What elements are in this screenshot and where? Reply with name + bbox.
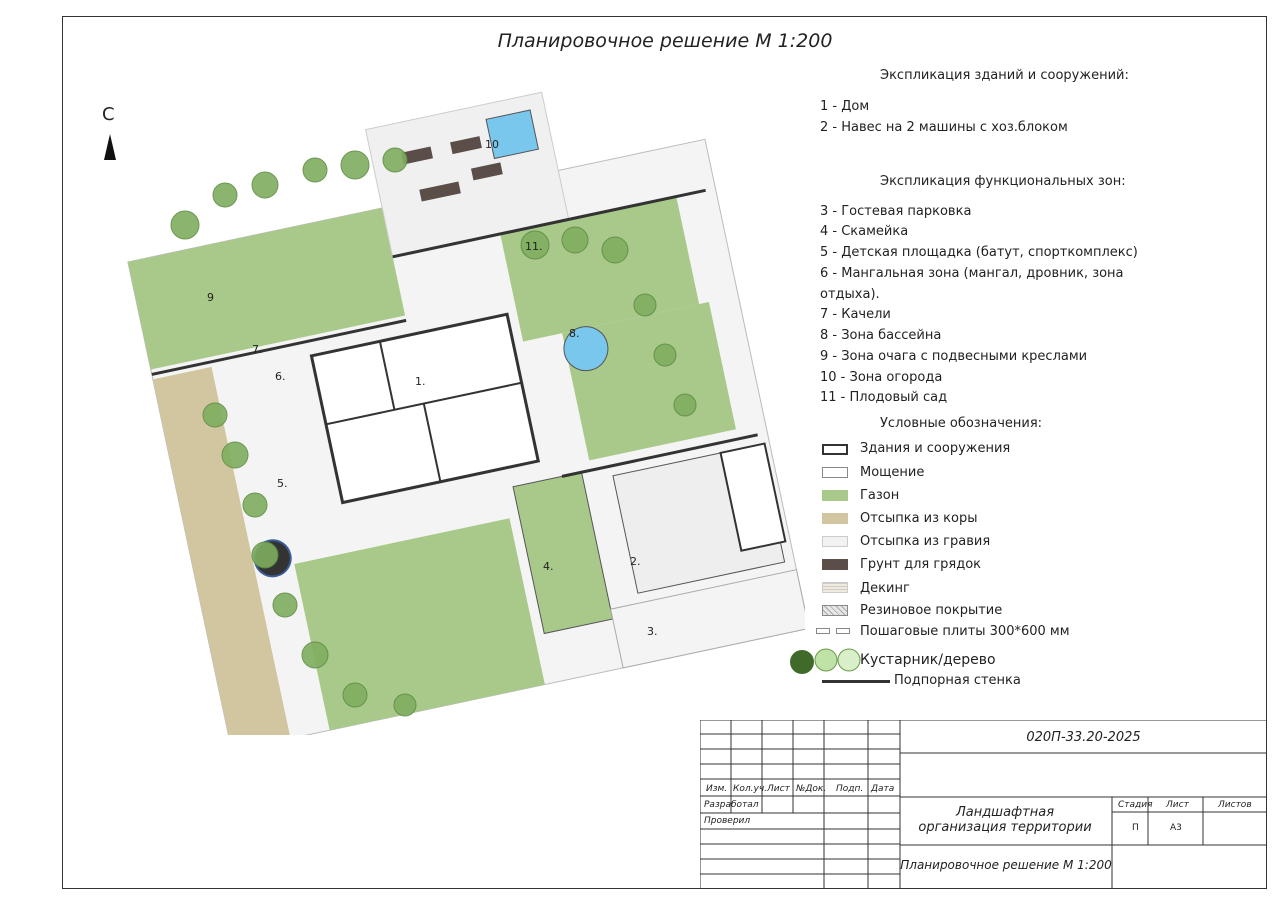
- stamp-stage-value: П: [1132, 823, 1139, 833]
- swatch-paving: [822, 467, 848, 478]
- stamp-header: Дата: [871, 784, 895, 794]
- wall-symbol: [822, 680, 890, 683]
- stamp-sheet-value: А3: [1170, 823, 1182, 833]
- pool-garden: [486, 110, 538, 158]
- zone-item: 9 - Зона очага с подвесными креслами: [820, 349, 1088, 364]
- site-plan: [125, 75, 805, 735]
- symbol-label: Грунт для грядок: [860, 557, 982, 572]
- zone-item: 5 - Детская площадка (батут, спорткомплекс): [820, 245, 1138, 260]
- stamp-header: Подп.: [836, 784, 864, 794]
- plan-label: 9: [207, 291, 214, 304]
- swatch-soil: [822, 559, 848, 570]
- stamp-header: №Док.: [796, 784, 827, 794]
- drawing-title: Планировочное решение М 1:200: [497, 30, 833, 52]
- swatch-buildings: [822, 444, 848, 455]
- building-item: 1 - Дом: [820, 99, 870, 114]
- zone-item: отдыха).: [820, 287, 880, 302]
- plan-label: 6.: [275, 370, 286, 383]
- trees-label: Кустарник/дерево: [860, 652, 996, 668]
- symbols-heading: Условные обозначения:: [880, 416, 1043, 431]
- symbol-label: Декинг: [860, 581, 910, 596]
- stamp-sheet-label: Лист: [1166, 800, 1189, 810]
- plan-label: 2.: [630, 555, 641, 568]
- zone-item: 8 - Зона бассейна: [820, 328, 942, 343]
- plan-label: 11.: [525, 240, 543, 253]
- stamp-header: Кол.уч.: [733, 784, 768, 794]
- north-label: С: [102, 104, 115, 125]
- stamp-header: Лист: [767, 784, 790, 794]
- symbol-label: Отсыпка из гравия: [860, 534, 991, 549]
- symbol-label: Отсыпка из коры: [860, 511, 978, 526]
- title-block: [700, 720, 1267, 889]
- symbol-label: Мощение: [860, 465, 925, 480]
- stamp-checked: Проверил: [704, 816, 751, 826]
- zone-item: 10 - Зона огорода: [820, 370, 943, 385]
- symbol-label: Пошаговые плиты 300*600 мм: [860, 624, 1070, 639]
- swatch-bark: [822, 513, 848, 524]
- stamp-code: 020П-33.20-2025: [1026, 730, 1141, 745]
- plan-label: 7.: [252, 343, 263, 356]
- swatch-slab: [816, 628, 830, 634]
- stamp-project-name: Ландшафтная организация территории: [918, 805, 1092, 835]
- zone-item: 7 - Качели: [820, 307, 891, 322]
- plan-label: 3.: [647, 625, 658, 638]
- building-item: 2 - Навес на 2 машины с хоз.блоком: [820, 120, 1068, 135]
- swatch-gravel: [822, 536, 848, 547]
- plan-label: 4.: [543, 560, 554, 573]
- plan-label: 8.: [569, 327, 580, 340]
- swatch-lawn: [822, 490, 848, 501]
- north-arrow-icon: [104, 134, 116, 160]
- plan-label: 10: [485, 138, 499, 151]
- stamp-developed: Разработал: [704, 800, 759, 810]
- symbol-label: Резиновое покрытие: [860, 603, 1003, 618]
- stamp-sheet-title: Планировочное решение М 1:200: [900, 858, 1112, 872]
- zones-heading: Экспликация функциональных зон:: [880, 174, 1126, 189]
- plan-label: 1.: [415, 375, 426, 388]
- swatch-slab: [836, 628, 850, 634]
- zone-item: 6 - Мангальная зона (мангал, дровник, зона: [820, 266, 1124, 281]
- stamp-sheets-label: Листов: [1218, 800, 1252, 810]
- buildings-heading: Экспликация зданий и сооружений:: [880, 68, 1129, 83]
- zone-item: 3 - Гостевая парковка: [820, 204, 972, 219]
- symbol-label: Здания и сооружения: [860, 441, 1011, 456]
- stamp-header: Изм.: [706, 784, 728, 794]
- symbol-label: Газон: [860, 488, 900, 503]
- stamp-stage-label: Стадия: [1118, 800, 1153, 810]
- tree-symbols: [788, 645, 863, 677]
- zone-item: 11 - Плодовый сад: [820, 390, 948, 405]
- swatch-rubber: [822, 605, 848, 616]
- plan-label: 5.: [277, 477, 288, 490]
- swatch-decking: [822, 582, 848, 593]
- zone-item: 4 - Скамейка: [820, 224, 909, 239]
- wall-label: Подпорная стенка: [894, 673, 1021, 688]
